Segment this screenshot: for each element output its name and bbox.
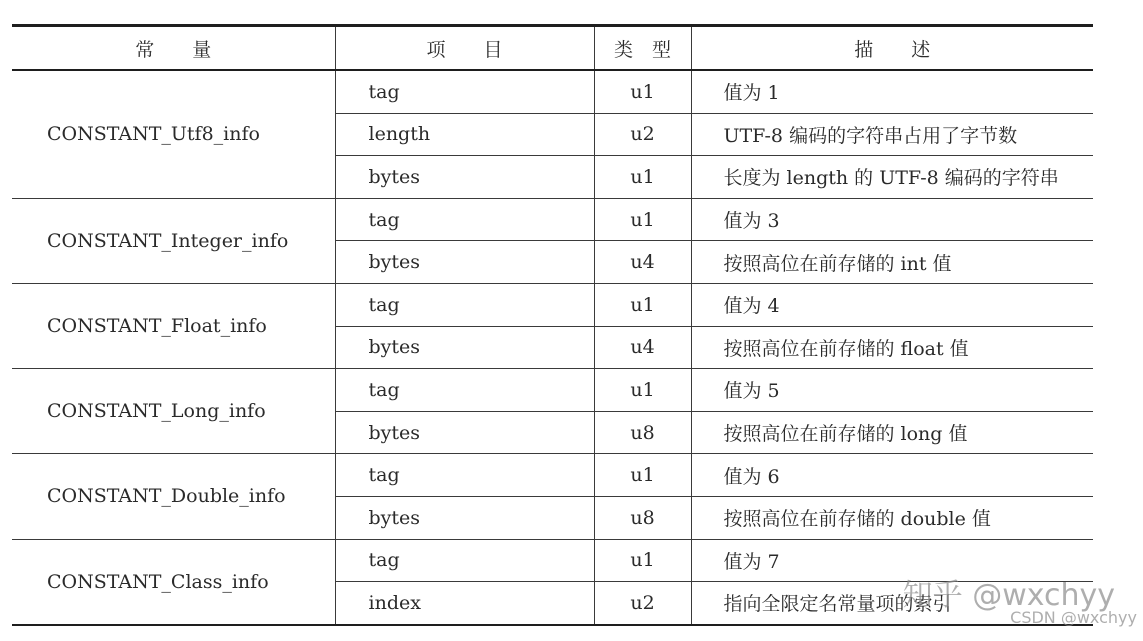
header-item: 项 目: [335, 26, 594, 71]
description-cell: 长度为 length 的 UTF-8 编码的字符串: [691, 156, 1093, 199]
item-cell: bytes: [335, 411, 594, 454]
description-cell: 值为 6: [691, 454, 1093, 497]
table-row: [12, 283, 1093, 326]
description-cell: 值为 5: [691, 369, 1093, 412]
item-cell: index: [335, 582, 594, 625]
type-cell: u1: [594, 539, 691, 582]
type-cell: u1: [594, 369, 691, 412]
header-row: [12, 26, 1093, 71]
type-cell: u8: [594, 496, 691, 539]
description-cell: 按照高位在前存储的 long 值: [691, 411, 1093, 454]
constant-name: CONSTANT_Class_info: [12, 539, 335, 625]
description-cell: 按照高位在前存储的 int 值: [691, 241, 1093, 284]
item-cell: tag: [335, 70, 594, 113]
type-cell: u2: [594, 582, 691, 625]
table-row: [12, 539, 1093, 582]
csdn-watermark: CSDN @wxchyy: [1010, 608, 1137, 627]
constant-name: CONSTANT_Long_info: [12, 369, 335, 454]
table-row: [12, 198, 1093, 241]
table-row: [12, 70, 1093, 113]
description-cell: 按照高位在前存储的 float 值: [691, 326, 1093, 369]
type-cell: u1: [594, 70, 691, 113]
item-cell: tag: [335, 539, 594, 582]
item-cell: tag: [335, 369, 594, 412]
type-cell: u1: [594, 283, 691, 326]
constant-name: CONSTANT_Utf8_info: [12, 70, 335, 198]
constant-name: CONSTANT_Double_info: [12, 454, 335, 539]
zhihu-watermark: 知乎 @wxchyy: [902, 578, 1115, 613]
header-type: 类 型: [594, 26, 691, 71]
item-cell: length: [335, 113, 594, 156]
type-cell: u1: [594, 454, 691, 497]
header-constant: 常 量: [12, 26, 335, 71]
description-cell: 值为 4: [691, 283, 1093, 326]
item-cell: tag: [335, 198, 594, 241]
type-cell: u4: [594, 326, 691, 369]
description-cell: 值为 1: [691, 70, 1093, 113]
type-cell: u4: [594, 241, 691, 284]
description-cell: UTF-8 编码的字符串占用了字节数: [691, 113, 1093, 156]
table-row: [12, 454, 1093, 497]
item-cell: tag: [335, 454, 594, 497]
constant-name: CONSTANT_Integer_info: [12, 198, 335, 283]
table-row: [12, 369, 1093, 412]
description-cell: 按照高位在前存储的 double 值: [691, 496, 1093, 539]
constant-pool-table: [12, 24, 1093, 626]
header-description: 描 述: [691, 26, 1093, 71]
type-cell: u1: [594, 198, 691, 241]
item-cell: bytes: [335, 241, 594, 284]
type-cell: u8: [594, 411, 691, 454]
type-cell: u1: [594, 156, 691, 199]
item-cell: tag: [335, 283, 594, 326]
item-cell: bytes: [335, 496, 594, 539]
description-cell: 指向全限定名常量项的索引: [691, 582, 1093, 625]
description-cell: 值为 3: [691, 198, 1093, 241]
item-cell: bytes: [335, 156, 594, 199]
item-cell: bytes: [335, 326, 594, 369]
type-cell: u2: [594, 113, 691, 156]
constant-name: CONSTANT_Float_info: [12, 283, 335, 368]
description-cell: 值为 7: [691, 539, 1093, 582]
